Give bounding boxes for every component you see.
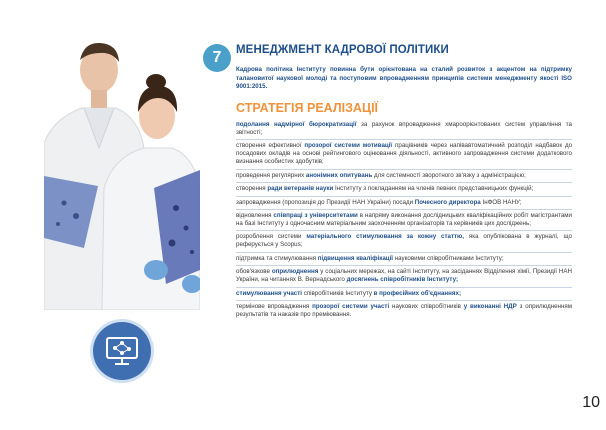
item-text: з оприлюдненням результатів та наказів про преміювання. <box>236 302 572 318</box>
item-text: термінове впровадження <box>236 302 313 310</box>
strategy-item <box>236 140 572 169</box>
item-text: в напряму виконання дослідницьких кваліфікаційних робіт магістрантами на базі Інституту з одночасним матеріальним заохоченням організаторів та керівників цих досліджень; <box>236 211 572 227</box>
item-text: працівників через напівавтоматичний розподіл надбавок до посадових окладів на основі рейтингового оцінювання діяльності, активного запровадження системи додаткового визнання особистих здобутків; <box>236 142 573 166</box>
item-highlight: анонімних опитувань <box>305 171 373 179</box>
strategy-item <box>236 119 572 140</box>
section-number-badge: 7 <box>203 44 231 72</box>
page-number: 10 <box>582 394 600 411</box>
strategy-subtitle: СТРАТЕГІЯ РЕАЛІЗАЦІЇ <box>236 101 378 115</box>
item-text: співробітників Інституту <box>301 289 374 297</box>
strategy-item <box>236 170 572 183</box>
item-text: створення ефективної <box>236 142 305 150</box>
item-text: Інституту з покладанням на членів певних представницьких функцій; <box>333 185 534 193</box>
item-text: відновлення <box>236 211 274 219</box>
section-title: МЕНЕДЖМЕНТ КАДРОВОЇ ПОЛІТИКИ <box>236 44 449 56</box>
item-text: наукових співробітників <box>389 302 464 310</box>
strategy-list <box>236 119 572 321</box>
item-text: проведення регулярних <box>236 171 306 179</box>
item-highlight: в професійних об'єднаннях; <box>373 289 461 297</box>
item-highlight: матеріального стимулювання за кожну статтю, <box>306 233 465 241</box>
item-highlight: досягнень співробітників Інституту; <box>346 276 459 284</box>
monitor-network-icon <box>93 322 151 380</box>
researchers-photo <box>44 38 200 310</box>
item-text: за рахунок впровадження хмароорієнтованих систем управління та звітності; <box>236 121 572 136</box>
strategy-item <box>236 266 572 287</box>
item-text: для системності зворотного зв'язку з адміністрацією; <box>372 171 526 179</box>
strategy-item <box>236 288 572 301</box>
item-text: розроблення системи <box>236 233 307 241</box>
item-text: обов'язкове <box>236 268 272 276</box>
item-text: підтримка та стимулювання <box>236 254 318 262</box>
item-text: ІнФОВ НАНУ; <box>480 198 522 206</box>
strategy-item <box>236 210 572 231</box>
strategy-item <box>236 197 572 210</box>
strategy-item <box>236 183 572 196</box>
item-highlight: ради ветеранів науки <box>267 185 334 193</box>
strategy-item <box>236 231 572 252</box>
item-text: яка опублікована в журналі, що реферується у Scopus; <box>236 233 572 249</box>
item-highlight: оприлюднення <box>271 268 319 276</box>
strategy-item <box>236 253 572 266</box>
item-highlight: прозорої системи мотивації <box>304 142 393 150</box>
item-text: у соціальних мережах, на сайті Інституту, на засіданнях Відділення хімії, Президії НАН України, на читаннях В. Вернадського <box>236 268 572 284</box>
item-highlight: прозорої системи участі <box>312 302 390 310</box>
item-text: створення <box>236 185 268 193</box>
item-text: науковими співробітниками Інституту; <box>393 254 504 262</box>
item-highlight: Почесного директора <box>414 198 481 206</box>
item-highlight: стимулювання участі <box>236 289 302 297</box>
item-text: запровадження (пропозиція до Президії НАН України) посади <box>236 198 415 206</box>
strategy-item <box>236 301 572 321</box>
item-highlight: подолання надмірної бюрократизації <box>236 121 357 128</box>
item-highlight: співпраці з університетами <box>273 211 358 219</box>
section-intro: Кадрова політика Інституту повинна бути орієнтована на сталий розвиток з акцентом на підтримку талановитої наукової молоді та поступовим впровадженням принципів системи менеджменту якості ISO 9001:2015. <box>236 66 572 91</box>
item-highlight: підвищення кваліфікації <box>317 254 394 262</box>
item-highlight: у виконанні НДР <box>463 302 517 310</box>
